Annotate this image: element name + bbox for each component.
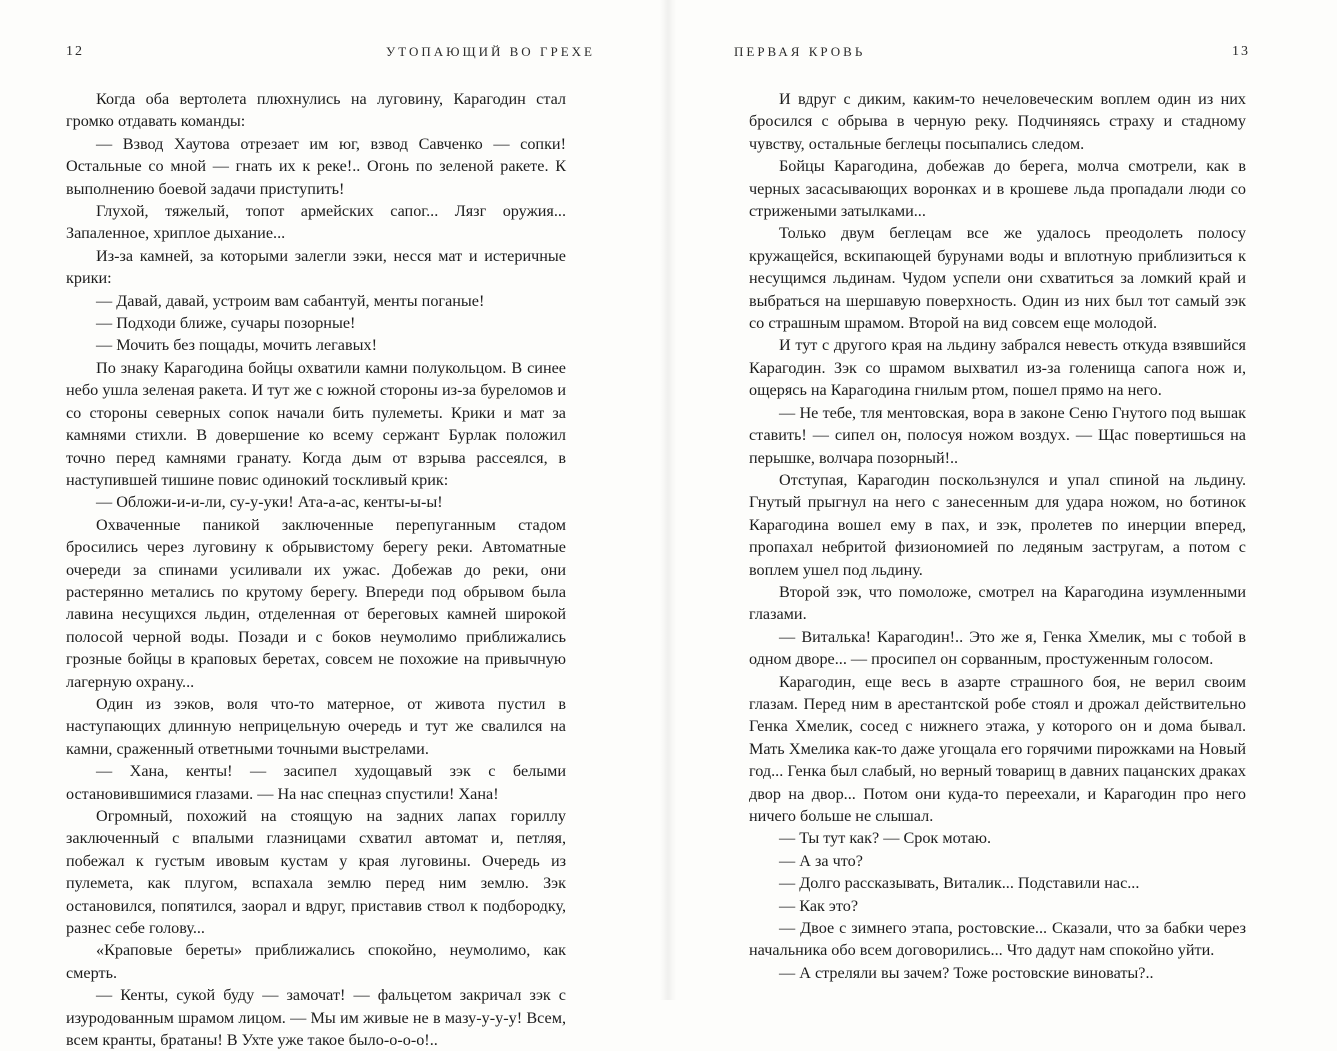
paragraph: — Долго рассказывать, Виталик... Подставили нас... <box>779 874 1140 893</box>
paragraph: — Подходи ближе, сучары позорные! <box>96 314 356 333</box>
paragraph: Только двум беглецам все же удалось преодолеть полосу кружащейся, вскипающей бурунами воды и вплотную приблизиться к несущимся льдинам. Чудом успели они схватиться за ломкий край и выбраться на шершавую поверхность. Один из них был тот самый зэк со страшным шрамом. Второй на вид совсем еще молодой. <box>749 224 1246 333</box>
paragraph: И вдруг с диким, каким-то нечеловеческим воплем один из них бросился с обрыва в черную реку. Подчиняясь страху и стадному чувству, остальные беглецы посыпались следом. <box>749 90 1246 153</box>
paragraph: — Виталька! Карагодин!.. Это же я, Генка Хмелик, мы с тобой в одном дворе... — просипел он сорванным, простуженным голосом. <box>749 627 1246 669</box>
paragraph: Один из зэков, воля что-то матерное, от живота пустил в наступающих длинную неприцельную очередь и тут же свалился на камни, сраженный ответными точными выстрелами. <box>66 694 566 758</box>
paragraph: — Давай, давай, устроим вам сабантуй, менты поганые! <box>96 291 485 310</box>
paragraph: — Как это? <box>779 896 859 915</box>
body-text <box>749 88 1246 984</box>
paragraph: И тут с другого края на льдину забрался невесть откуда взявшийся Карагодин. Зэк со шрамом выхватил из-за голенища сапога нож и, ощерясь на Карагодина гнилым ртом, пошел прямо на него. <box>749 336 1246 400</box>
left-page <box>0 0 668 1050</box>
paragraph: Охваченные паникой заключенные перепуганным стадом бросились через луговину к обрывистому берегу реки. Автоматные очереди за спинами усиливали их ужас. Добежав до реки, они растерянно метались по крутому берегу. Впереди под обрывом была лавина несущихся льдин, отделенная от береговых камней широкой полосой черной воды. Позади и с боков неумолимо приближались грозные бойцы в краповых беретах, совсем не похожие на привычную лагерную охрану... <box>66 515 566 691</box>
paragraph: — Кенты, сукой буду — замочат! — фальцетом закричал зэк с изуродованным шрамом лицом. — Мы им живые не в мазу-у-у-у! Всем, всем кранты, братаны! В Ухте уже такое было-о-о-о!.. <box>66 986 566 1050</box>
paragraph: — Взвод Хаутова отрезает им юг, взвод Савченко — сопки! Остальные со мной — гнать их к реке!.. Огонь по зеленой ракете. К выполнению боевой задачи приступить! <box>66 134 566 198</box>
paragraph: — Мочить без пощады, мочить легавых! <box>96 336 377 355</box>
paragraph: — А стреляли вы зачем? Тоже ростовские виноваты?.. <box>779 963 1154 982</box>
paragraph: «Краповые береты» приближались спокойно, неумолимо, как смерть. <box>66 941 566 982</box>
paragraph: Отступая, Карагодин поскользнулся и упал спиной на льдину. Гнутый прыгнул на него с занесенным для удара ножом, но ботинок Карагодина вошел ему в пах, и зэк, пролетев по инерции вперед, пропахал небритой физиономией по ледяным застругам, а потом с воплем ушел под льдину. <box>749 470 1246 579</box>
paragraph: — Двое с зимнего этапа, ростовские... Сказали, что за бабки через начальника обо всем договорились... Что дадут нам спокойно уйти. <box>749 919 1246 960</box>
body-text <box>66 88 566 1051</box>
paragraph: Глухой, тяжелый, топот армейских сапог... Лязг оружия... Запаленное, хриплое дыхание... <box>66 202 566 243</box>
paragraph: Огромный, похожий на стоящую на задних лапах гориллу заключенный с впалыми глазницами схватил автомат и, петляя, побежал к густым ивовым кустам у края луговины. Очередь из пулемета, как плугом, вспахала землю перед ним землю. Зэк остановился, попятился, заорал и вдруг, приставив ствол к подбородку, разнес себе голову... <box>66 807 566 938</box>
paragraph: — Ты тут как? — Срок мотаю. <box>779 829 992 848</box>
paragraph: Карагодин, еще весь в азарте страшного боя, не верил своим глазам. Перед ним в арестантской робе стоял и дрожал действительно Генка Хмелик, сосед с нижнего этажа, у которого он и дома бывал. Мать Хмелика как-то даже угощала его горячими пирожками на Новый год... Генка был слабый, но верный товарищ в давних пацанских драках двор на двор... Потом они куда-то переехали, и Карагодин про него ничего больше не слышал. <box>749 672 1246 825</box>
page-number: 13 <box>1232 44 1250 59</box>
paragraph: Второй зэк, что помоложе, смотрел на Карагодина изумленными глазами. <box>749 582 1246 624</box>
paragraph: По знаку Карагодина бойцы охватили камни полукольцом. В синее небо ушла зеленая ракета. И тут же с южной стороны из-за буреломов и со стороны северных сопок начали бить пулеметы. Крики и мат за камнями стихли. В довершение ко всему сержант Бурлак положил точно перед камнями гранату. Когда дым от взрыва рассеялся, в наступившей тишине повис одинокий тоскливый крик: <box>66 358 566 489</box>
paragraph: — Обложи-и-и-ли, су-у-уки! Ата-а-ас, кенты-ы-ы! <box>96 493 443 512</box>
paragraph: — А за что? <box>779 851 863 870</box>
paragraph: — Хана, кенты! — засипел худощавый зэк с белыми остановившимися глазами. — На нас спецназ спустили! Хана! <box>66 762 566 803</box>
paragraph: Бойцы Карагодина, добежав до берега, молча смотрели, как в черных засасывающих воронках и в крошеве льда пропадали люди со стрижеными затылками... <box>749 157 1246 221</box>
paragraph: Когда оба вертолета плюхнулись на луговину, Карагодин стал громко отдавать команды: <box>66 90 566 131</box>
paragraph: — Не тебе, тля ментовская, вора в законе Сеню Гнутого под вышак ставить! — сипел он, полосуя ножом воздух. — Щас повертишься на перышке, волчара позорный!.. <box>749 403 1246 467</box>
running-head: УТОПАЮЩИЙ ВО ГРЕХЕ <box>386 44 595 59</box>
paragraph: Из-за камней, за которыми залегли зэки, несся мат и истеричные крики: <box>66 246 566 288</box>
right-page <box>668 0 1337 1000</box>
running-head: ПЕРВАЯ КРОВЬ <box>734 44 866 59</box>
page-number: 12 <box>66 44 84 59</box>
